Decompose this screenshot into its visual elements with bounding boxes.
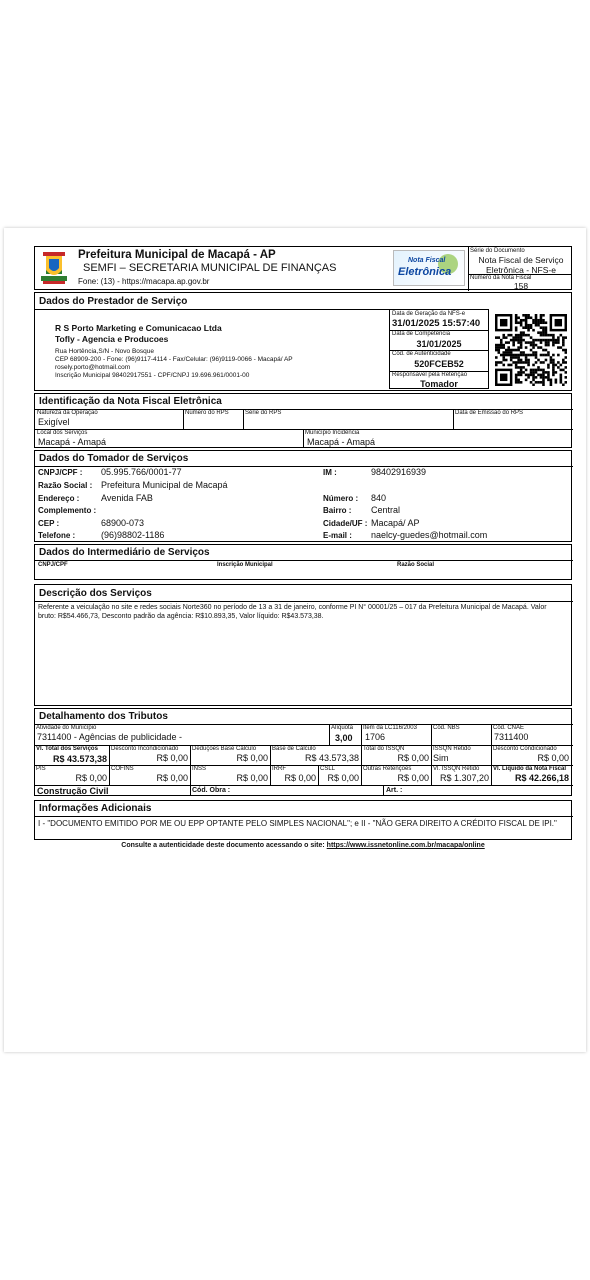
tomador-cep-label: CEP : xyxy=(38,519,60,528)
doc-series-label: Série do Documento xyxy=(470,248,525,254)
footer-consult xyxy=(34,842,572,849)
incidencia-label: Município Incidência xyxy=(305,430,360,436)
deducoes-label: Deduções Base Cálculo xyxy=(192,746,257,752)
issqn-retido-label: ISSQN Retido xyxy=(433,746,471,752)
tomador-bairro-label: Bairro : xyxy=(323,506,352,515)
rps-data-label: Data de Emissão do RPS xyxy=(455,410,524,416)
csll-value: R$ 0,00 xyxy=(327,773,359,783)
cofins-cell xyxy=(109,765,190,785)
inss-value: R$ 0,00 xyxy=(236,773,268,783)
construcao-label: Construção Civil xyxy=(37,786,109,796)
intermediario-cnpj-label: CNPJ/CPF xyxy=(38,562,68,568)
prestador-inscricao: Inscrição Municipal 98402917551 - CPF/CNPJ 19.696.961/0001-00 xyxy=(55,372,250,379)
tomador-telefone-value: (96)98802-1186 xyxy=(101,530,165,540)
tomador-complemento-label: Complemento : xyxy=(38,506,97,515)
local-value: Macapá - Amapá xyxy=(38,437,107,447)
identificacao-section-title: Identificação da Nota Fiscal Eletrônica xyxy=(39,396,222,407)
intermediario-section-title: Dados do Intermediário de Serviços xyxy=(39,547,210,558)
tomador-bairro-value: Central xyxy=(371,505,401,515)
tomador-im-value: 98402916939 xyxy=(371,467,427,477)
tomador-box xyxy=(34,450,572,542)
desconto-incond-cell xyxy=(109,745,190,765)
prestador-cep-phone: CEP 68909-200 - Fone: (96)9117-4114 - Fax/Celular: (96)9119-0066 - Macapá/ AP xyxy=(55,356,293,363)
incidencia-value: Macapá - Amapá xyxy=(307,437,376,447)
descricao-box xyxy=(34,584,572,706)
desconto-cond-value: R$ 0,00 xyxy=(537,753,569,763)
tomador-cidade-label: Cidade/UF : xyxy=(323,519,368,528)
outras-retencoes-value: R$ 0,00 xyxy=(397,773,429,783)
irrf-cell xyxy=(270,765,318,785)
tomador-cnpj-value: 05.995.766/0001-77 xyxy=(101,467,182,477)
pis-cell xyxy=(35,765,109,785)
autenticidade-value: 520FCEB52 xyxy=(414,359,464,369)
tomador-endereco-label: Endereço : xyxy=(38,494,80,503)
tributos-row-2 xyxy=(35,745,573,765)
adicionais-box xyxy=(34,800,572,840)
retencao-label: Responsável pela Retenção xyxy=(392,372,468,378)
tomador-cnpj-label: CNPJ/CPF : xyxy=(38,468,83,477)
item-label: Item da LC116/2003 xyxy=(363,725,417,731)
vl-issqn-retido-value: R$ 1.307,20 xyxy=(439,773,489,783)
cofins-value: R$ 0,00 xyxy=(156,773,188,783)
vl-liquido-cell xyxy=(491,765,573,785)
total-servicos-value: R$ 43.573,38 xyxy=(52,754,107,764)
vl-liquido-value: R$ 42.266,18 xyxy=(514,773,569,783)
desconto-cond-label: Desconto Condicionado xyxy=(493,746,557,752)
bottom-margin xyxy=(0,1052,590,1280)
prestador-email: rosely.porto@hotmail.com xyxy=(55,364,131,371)
prestador-section-title: Dados do Prestador de Serviço xyxy=(39,296,188,307)
nota-number: 158 xyxy=(513,281,529,291)
competencia-label: Data de Competência xyxy=(392,331,451,337)
tributos-box xyxy=(34,708,572,796)
footer-consult-link[interactable]: https://www.issnetonline.com.br/macapa/online xyxy=(326,842,485,849)
doc-series-value xyxy=(471,255,571,275)
nfse-document xyxy=(4,228,586,1052)
outras-retencoes-label: Outras Retenções xyxy=(363,766,412,772)
atividade-value: 7311400 - Agências de publicidade - xyxy=(37,732,182,742)
prestador-details xyxy=(55,348,355,380)
tomador-numero-label: Número : xyxy=(323,494,359,503)
intermediario-box xyxy=(34,544,572,580)
tomador-telefone-label: Telefone : xyxy=(38,531,76,540)
doc-series-value-1: Nota Fiscal de Serviço xyxy=(478,255,564,265)
prestador-address: Rua Hortência,S/N - Novo Bosque xyxy=(55,348,154,355)
total-issqn-label: Total do ISSQN xyxy=(363,746,405,752)
atividade-label: Atividade do Município xyxy=(36,725,97,731)
prestador-name-1: R S Porto Marketing e Comunicacao Ltda xyxy=(55,323,222,333)
base-calculo-cell xyxy=(270,745,361,765)
tomador-email-value: naelcy-guedes@hotmail.com xyxy=(371,530,488,540)
aliquota-value: 3,00 xyxy=(335,733,353,743)
autenticidade-label: Cód. de Autenticidade xyxy=(392,351,451,357)
geracao-label: Data de Geração da NFS-e xyxy=(392,311,466,317)
tomador-cep-value: 68900-073 xyxy=(101,518,145,528)
header-subtitle: SEMFI – SECRETARIA MUNICIPAL DE FINANÇAS xyxy=(83,262,337,274)
qr-code-icon xyxy=(495,314,567,386)
retencao-value: Tomador xyxy=(420,379,458,389)
footer-consult-text: Consulte a autenticidade deste documento acessando o site: xyxy=(121,842,325,849)
inss-label: INSS xyxy=(192,766,207,772)
art-label: Art. : xyxy=(386,787,403,794)
tomador-razao-value: Prefeitura Municipal de Macapá xyxy=(101,480,228,490)
vl-issqn-retido-cell xyxy=(431,765,491,785)
intermediario-razao-label: Razão Social xyxy=(397,562,435,568)
rps-serie-label: Série do RPS xyxy=(245,410,282,416)
competencia-value: 31/01/2025 xyxy=(416,339,462,349)
pis-value: R$ 0,00 xyxy=(75,773,107,783)
aliquota-label: Alíquota xyxy=(331,725,354,731)
tomador-email-label: E-mail : xyxy=(323,531,352,540)
cnae-label: Cód. CNAE xyxy=(493,725,525,731)
item-value: 1706 xyxy=(365,732,386,742)
tributos-row-3 xyxy=(35,765,573,785)
rps-num-label: Número do RPS xyxy=(185,410,229,416)
prestador-name-2: Tofly - Agencia e Producoes xyxy=(55,334,169,344)
nfe-logo-text-1: Nota Fiscal xyxy=(408,257,446,264)
header-title: Prefeitura Municipal de Macapá - AP xyxy=(78,249,276,261)
header-contact: Fone: (13) - https://macapa.ap.gov.br xyxy=(78,277,210,286)
prestador-box xyxy=(34,292,572,391)
outras-retencoes-cell xyxy=(361,765,431,785)
vl-liquido-label: Vl. Líquido da Nota Fiscal xyxy=(493,766,567,772)
tomador-razao-label: Razão Social : xyxy=(38,481,93,490)
tributos-section-title: Detalhamento dos Tributos xyxy=(39,711,168,722)
local-label: Local dos Serviços xyxy=(37,430,88,436)
base-calculo-value: R$ 43.573,38 xyxy=(304,753,359,763)
irrf-value: R$ 0,00 xyxy=(284,773,316,783)
descricao-section-title: Descrição dos Serviços xyxy=(39,588,152,599)
header-box xyxy=(34,246,572,290)
pis-label: PIS xyxy=(36,766,46,772)
doc-series-value-2: Eletrônica - NFS-e xyxy=(486,265,556,275)
natureza-value: Exigível xyxy=(38,417,70,427)
csll-cell xyxy=(318,765,361,785)
total-issqn-value: R$ 0,00 xyxy=(397,753,429,763)
cofins-label: COFINS xyxy=(111,766,134,772)
csll-label: CSLL xyxy=(320,766,336,772)
nfse-dates-box xyxy=(389,309,489,389)
deducoes-cell xyxy=(190,745,270,765)
desconto-incond-value: R$ 0,00 xyxy=(156,753,188,763)
natureza-label: Natureza da Operação xyxy=(37,410,98,416)
tomador-im-label: IM : xyxy=(323,468,337,477)
descricao-text: Referente a veiculação no site e redes sociais Norte360 no período de 13 a 31 de janeiro, conforme PI N° 00001/25 – 017 da Prefeitura Municipal de Macapá. Valor bruto: R$54.466,73, Desconto padrão da agência: R$10.893,35, Valor líquido: R$43.573,38. xyxy=(38,604,547,620)
desconto-cond-cell xyxy=(491,745,573,765)
issqn-retido-cell xyxy=(431,745,491,765)
cnae-value: 7311400 xyxy=(494,732,529,742)
irrf-label: IRRF xyxy=(272,766,286,772)
total-servicos-label: Vl. Total dos Serviços xyxy=(36,746,98,752)
issqn-retido-value: Sim xyxy=(433,753,449,763)
base-calculo-label: Base de Cálculo xyxy=(272,746,316,752)
geracao-value: 31/01/2025 15:57:40 xyxy=(392,318,481,329)
obra-label: Cód. Obra : xyxy=(192,787,231,794)
nfe-logo xyxy=(393,250,465,286)
adicionais-section-title: Informações Adicionais xyxy=(39,803,152,814)
deducoes-value: R$ 0,00 xyxy=(236,753,268,763)
tomador-cidade-value: Macapá/ AP xyxy=(371,518,420,528)
tomador-endereco-value: Avenida FAB xyxy=(101,493,153,503)
coat-of-arms-icon xyxy=(39,250,69,286)
total-issqn-cell xyxy=(361,745,431,765)
top-margin xyxy=(0,0,590,228)
inss-cell xyxy=(190,765,270,785)
total-servicos-cell xyxy=(35,745,109,765)
tomador-section-title: Dados do Tomador de Serviços xyxy=(39,453,189,464)
nbs-label: Cód. NBS xyxy=(433,725,460,731)
intermediario-inscricao-label: Inscrição Municipal xyxy=(217,562,273,568)
identificacao-box xyxy=(34,393,572,448)
adicionais-text: I - "DOCUMENTO EMITIDO POR ME OU EPP OPTANTE PELO SIMPLES NACIONAL"; e II - "NÃO GERA DIREITO A CRÉDITO FISCAL DE IPI." xyxy=(38,819,557,828)
nota-number-label: Número da Nota Fiscal xyxy=(470,275,532,281)
nfe-logo-text-2: Eletrônica xyxy=(398,266,452,278)
vl-issqn-retido-label: Vl. ISSQN Retido xyxy=(433,766,480,772)
tomador-numero-value: 840 xyxy=(371,493,387,503)
desconto-incond-label: Desconto Incondicionado xyxy=(111,746,179,752)
